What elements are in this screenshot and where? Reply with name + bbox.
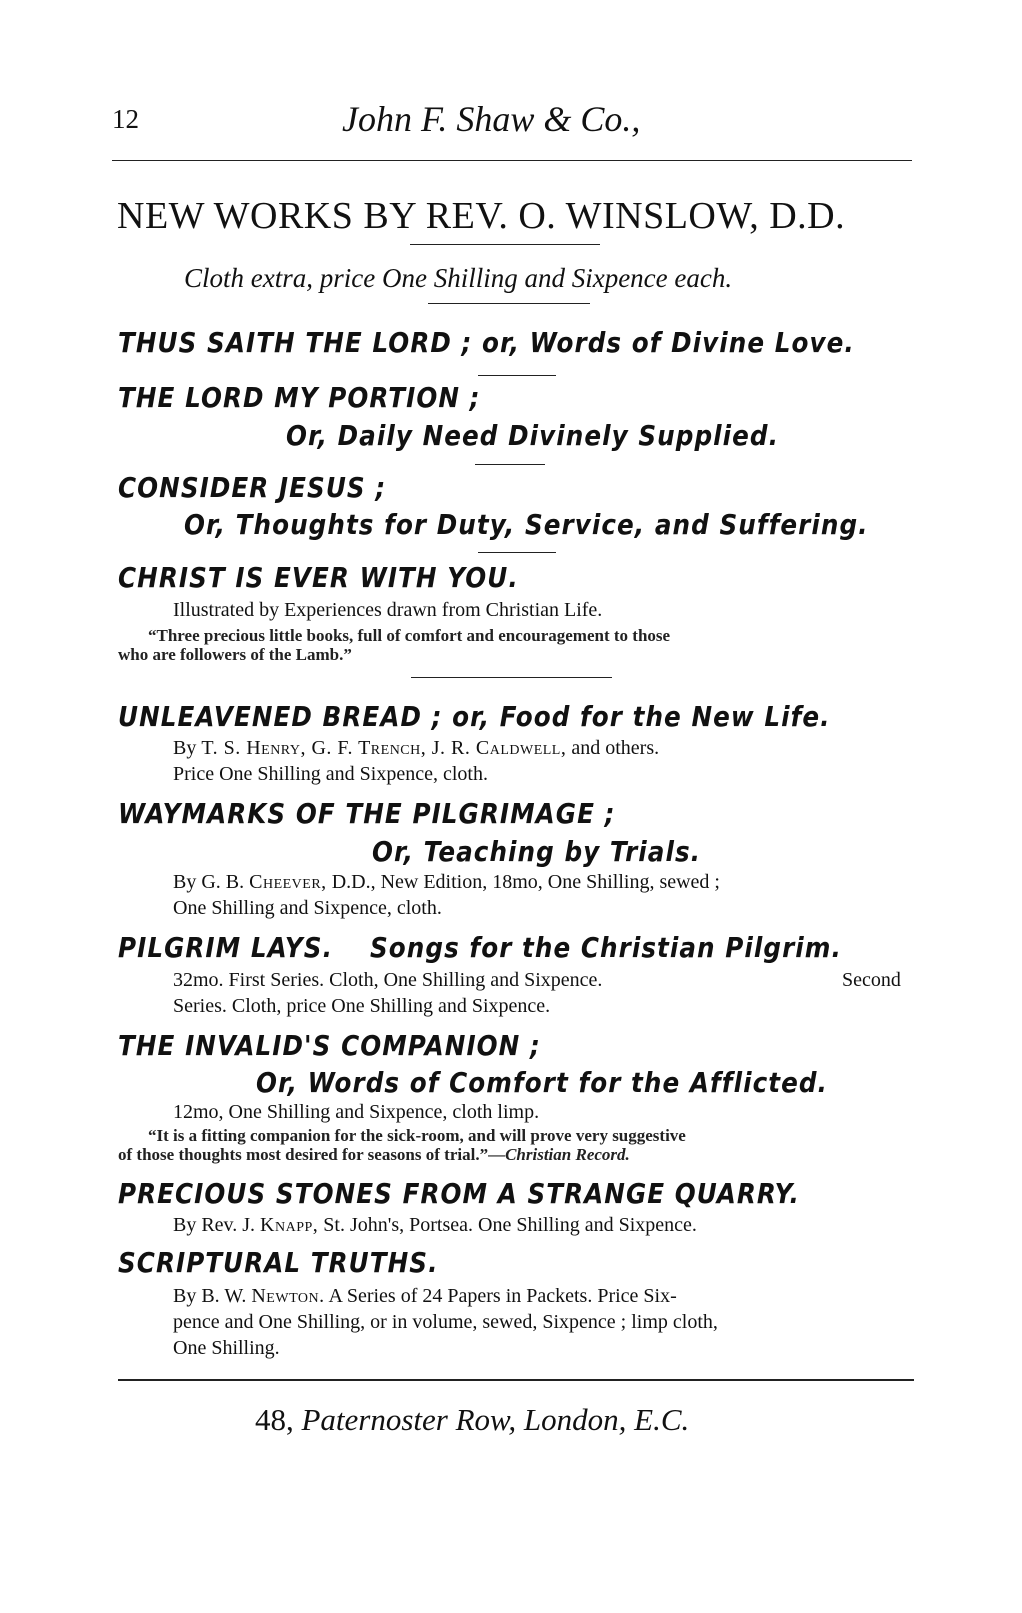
- book-details: pence and One Shilling, or in volume, sewed, Sixpence ; limp cloth,: [173, 1311, 718, 1333]
- book-details: 12mo, One Shilling and Sixpence, cloth limp.: [173, 1101, 540, 1123]
- book-details: [173, 1212, 697, 1238]
- review-quote: [118, 1145, 630, 1164]
- book-price: One Shilling and Sixpence, cloth.: [173, 897, 442, 919]
- review-source: Christian Record.: [505, 1145, 630, 1164]
- page-number: 12: [112, 104, 139, 134]
- book-title-unleavened-bread: UNLEAVENED BREAD ; or, Food for the New Life.: [118, 700, 831, 733]
- book-subtitle: Or, Words of Comfort for the Afflicted.: [256, 1066, 828, 1099]
- book-title-waymarks: WAYMARKS OF THE PILGRIMAGE ;: [118, 797, 616, 830]
- divider: [478, 552, 556, 553]
- work-title-lord-my-portion: THE LORD MY PORTION ;: [118, 381, 481, 414]
- book-details: Series. Cloth, price One Shilling and Sixpence.: [173, 995, 551, 1017]
- by-tail: and others.: [571, 737, 660, 759]
- review-quote: “It is a fitting companion for the sick-room, and will prove very suggestive: [148, 1126, 686, 1145]
- book-details: One Shilling.: [173, 1337, 280, 1359]
- publisher-address: [255, 1402, 689, 1438]
- author-names: T. S. Henry, G. F. Trench, J. R. Caldwell,: [201, 737, 567, 759]
- work-description: Illustrated by Experiences drawn from Christian Life.: [173, 599, 603, 621]
- book-details: [173, 1283, 677, 1309]
- by-tail: A Series of 24 Papers in Packets. Price Six-: [324, 1285, 677, 1307]
- by-label: By G. B.: [173, 871, 245, 893]
- book-subtitle: Songs for the Christian Pilgrim.: [370, 931, 842, 964]
- address-number: 48,: [255, 1402, 294, 1437]
- book-title-invalids-companion: THE INVALID'S COMPANION ;: [118, 1029, 541, 1062]
- book-details: [173, 735, 659, 761]
- divider: [411, 677, 612, 678]
- book-title-scriptural-truths: SCRIPTURAL TRUTHS.: [118, 1246, 439, 1279]
- book-details-end: Second: [842, 969, 901, 991]
- author-names: Newton.: [251, 1285, 325, 1307]
- by-label: By: [173, 737, 197, 759]
- book-title-precious-stones: PRECIOUS STONES FROM A STRANGE QUARRY.: [118, 1177, 800, 1210]
- divider: [428, 303, 590, 304]
- address-street: Paternoster Row, London, E.C.: [301, 1402, 690, 1437]
- divider: [410, 244, 600, 245]
- review-quote-text: of those thoughts most desired for seasons of trial.”—: [118, 1145, 506, 1164]
- work-title-christ-ever-with-you: CHRIST IS EVER WITH YOU.: [118, 561, 519, 594]
- book-details: [173, 869, 720, 895]
- work-subtitle: Or, Daily Need Divinely Supplied.: [286, 419, 780, 452]
- book-details: 32mo. First Series. Cloth, One Shilling and Sixpence.: [173, 969, 603, 991]
- author-names: Cheever,: [249, 871, 327, 893]
- review-quote: who are followers of the Lamb.”: [118, 645, 352, 664]
- divider: [478, 375, 556, 376]
- by-label: By Rev. J.: [173, 1214, 256, 1236]
- divider: [475, 464, 545, 465]
- review-quote: “Three precious little books, full of comfort and encouragement to those: [148, 626, 671, 645]
- author-names: Knapp,: [260, 1214, 319, 1236]
- by-tail: St. John's, Portsea. One Shilling and Sixpence.: [323, 1214, 697, 1236]
- work-title-consider-jesus: CONSIDER JESUS ;: [118, 471, 387, 504]
- work-title-thus-saith: THUS SAITH THE LORD ; or, Words of Divine Love.: [118, 326, 855, 359]
- section-heading: NEW WORKS BY REV. O. WINSLOW, D.D.: [117, 195, 846, 237]
- work-subtitle: Or, Thoughts for Duty, Service, and Suffering.: [184, 508, 869, 541]
- book-subtitle: Or, Teaching by Trials.: [372, 835, 702, 868]
- by-label: By B. W.: [173, 1285, 247, 1307]
- book-title-pilgrim-lays: PILGRIM LAYS.: [118, 931, 334, 964]
- running-title: John F. Shaw & Co.,: [342, 99, 641, 139]
- price-line: Cloth extra, price One Shilling and Sixpence each.: [184, 263, 733, 293]
- footer-rule: [118, 1379, 914, 1381]
- book-price: Price One Shilling and Sixpence, cloth.: [173, 763, 488, 785]
- header-rule: [112, 160, 912, 161]
- by-tail: D.D., New Edition, 18mo, One Shilling, sewed ;: [331, 871, 720, 893]
